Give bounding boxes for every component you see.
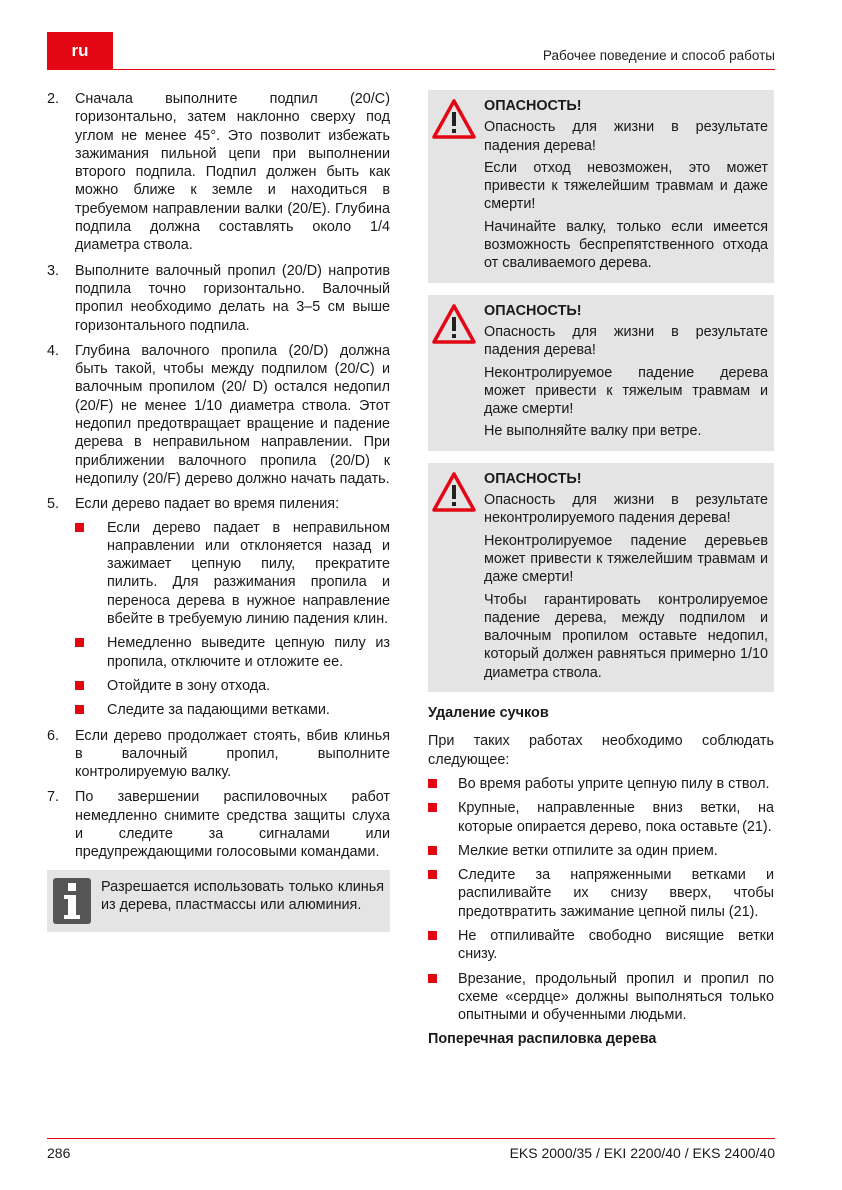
page-number: 286 xyxy=(47,1145,71,1161)
step-item xyxy=(47,727,390,782)
danger-box xyxy=(428,295,774,451)
warning-triangle-icon xyxy=(432,99,476,139)
step-text: Если дерево продолжает стоять, вбив клинья в валочный пропил, выполните контролируемую валку. xyxy=(75,727,390,781)
danger-title: ОПАСНОСТЬ! xyxy=(484,98,582,114)
list-item xyxy=(428,970,774,1025)
step-item xyxy=(47,262,390,335)
step-text: Выполните валочный пропил (20/D) напротив подпила точно горизонтально. Валочный пропил необходимо делать на 3–5 см выше горизонтального подпила. xyxy=(75,262,390,334)
step-text: По завершении распиловочных работ немедленно снимите средства защиты слуха и следите за сигналами или предупреждающими голосовыми командами. xyxy=(75,789,390,861)
bullet-square-icon xyxy=(428,974,437,983)
info-icon xyxy=(53,878,91,924)
step-number: 6. xyxy=(47,727,60,744)
warning-triangle-icon xyxy=(432,472,476,512)
danger-text: Не выполняйте валку при ветре. xyxy=(484,423,702,440)
warning-triangle-icon xyxy=(432,304,476,344)
danger-box xyxy=(428,90,774,283)
step-item xyxy=(47,342,390,488)
danger-text: Опасность для жизни в результате падения дерева! xyxy=(484,323,768,359)
step-text: Глубина валочного пропила (20/D) должна быть такой, чтобы между подпилом (20/C) и валочным пропилом (20/ D) остался недопил (20/F) не менее 1/10 диаметра ствола. Этот недопил предотвращает вращение и падение дерева в неправильном направлении. При приближении валочного пропила (20/D) к недопилу (20/F) дерево должно начать падать. xyxy=(75,342,390,487)
bullet-square-icon xyxy=(75,681,84,690)
list-item xyxy=(75,677,390,695)
chapter-title: Рабочее поведение и способ работы xyxy=(542,48,775,63)
step-number: 4. xyxy=(47,342,60,359)
danger-text: Чтобы гарантировать контролируемое падение дерева, между подпилом и валочным пропилом оставьте недопил, который должен равняться примерно 1/10 диаметра ствола. xyxy=(484,591,768,681)
list-item xyxy=(428,842,774,860)
section-intro: При таких работах необходимо соблюдать следующее: xyxy=(428,733,774,768)
step-item xyxy=(47,788,390,861)
bullet-square-icon xyxy=(428,779,437,788)
list-item xyxy=(428,866,774,921)
bullet-square-icon xyxy=(428,803,437,812)
section-title-debranching: Удаление сучков xyxy=(428,705,549,722)
bullet-text: Следите за падающими ветками. xyxy=(107,702,330,719)
bullet-text: Не отпиливайте свободно висящие ветки снизу. xyxy=(458,927,774,963)
left-column xyxy=(47,90,390,932)
danger-title: ОПАСНОСТЬ! xyxy=(484,470,582,487)
bullet-text: Если дерево падает в неправильном направлении или отклоняется назад и зажимает цепную пилу, прекратите пилить. Для разжимания пропила и переноса дерева в нужное направление вбейте в требуемую линию падения клин. xyxy=(107,519,390,628)
danger-title: ОПАСНОСТЬ! xyxy=(484,302,582,319)
danger-box xyxy=(428,463,774,692)
step-number: 2. xyxy=(47,91,60,107)
danger-text: Начинайте валку, только если имеется возможность беспрепятственного отхода от сваливаемого дерева. xyxy=(484,218,768,272)
step-item xyxy=(47,495,390,719)
bullet-text: Мелкие ветки отпилите за один прием. xyxy=(458,842,718,859)
step-number: 5. xyxy=(47,496,60,513)
step-text: Если дерево падает во время пиления: xyxy=(75,496,340,513)
bullet-text: Во время работы уприте цепную пилу в ствол. xyxy=(458,775,770,792)
model-names: EKS 2000/35 / EKI 2200/40 / EKS 2400/40 xyxy=(509,1145,775,1161)
bullet-square-icon xyxy=(75,638,84,647)
danger-text: Опасность для жизни в результате падения дерева! xyxy=(484,119,768,154)
header-divider xyxy=(47,69,775,70)
bullet-text: Немедленно выведите цепную пилу из пропила, отключите и отложите ее. xyxy=(107,635,390,670)
bullet-text: Следите за напряженными ветками и распиливайте их снизу вверх, чтобы предотвратить зажимание цепной пилы (21). xyxy=(458,867,774,920)
bullet-square-icon xyxy=(428,870,437,879)
list-item xyxy=(75,634,390,671)
danger-text: Неконтролируемое падение деревьев может привести к тяжелейшим травмам и даже смерти! xyxy=(484,532,768,586)
step-item xyxy=(47,90,390,255)
language-tab: ru xyxy=(47,32,113,70)
step-text: Сначала выполните подпил (20/C) горизонтально, затем наклонно сверху под углом не менее 45°. Это позволит избежать зажимания пильной цепи при выполнении второго подпила. Подпил должен быть как можно ближе к земле и находиться в требуемом направлении валки (20/E). Глубина подпила должна составлять около 1/4 диаметра ствола. xyxy=(75,91,390,254)
info-text: Разрешается использовать только клинья из дерева, пластмассы или алюминия. xyxy=(101,878,384,913)
step5-bullets xyxy=(75,519,390,720)
right-column xyxy=(428,90,774,1059)
list-item xyxy=(428,775,774,793)
bullet-text: Врезание, продольный пропил и пропил по схеме «сердце» должны выполняться только опытными и обученными людьми. xyxy=(458,970,774,1024)
danger-text: Если отход невозможен, это может привести к тяжелейшим травмам и даже смерти! xyxy=(484,159,768,213)
info-note xyxy=(47,870,390,932)
bullet-square-icon xyxy=(75,705,84,714)
bullet-text: Крупные, направленные вниз ветки, на которые опирается дерево, пока оставьте (21). xyxy=(458,800,774,835)
step-number: 7. xyxy=(47,789,60,806)
steps-list xyxy=(47,90,390,862)
list-item xyxy=(428,799,774,836)
step-number: 3. xyxy=(47,262,60,279)
debranching-bullets xyxy=(428,775,774,1025)
footer-divider xyxy=(47,1138,775,1139)
list-item xyxy=(75,519,390,629)
bullet-square-icon xyxy=(428,846,437,855)
section-title-crosscut: Поперечная распиловка дерева xyxy=(428,1031,657,1048)
danger-text: Опасность для жизни в результате неконтролируемого падения дерева! xyxy=(484,492,768,527)
bullet-text: Отойдите в зону отхода. xyxy=(107,677,271,694)
list-item xyxy=(75,701,390,719)
bullet-square-icon xyxy=(428,931,437,940)
list-item xyxy=(428,927,774,964)
bullet-square-icon xyxy=(75,523,84,532)
danger-text: Неконтролируемое падение дерева может привести к тяжелым травмам и даже смерти! xyxy=(484,364,768,418)
